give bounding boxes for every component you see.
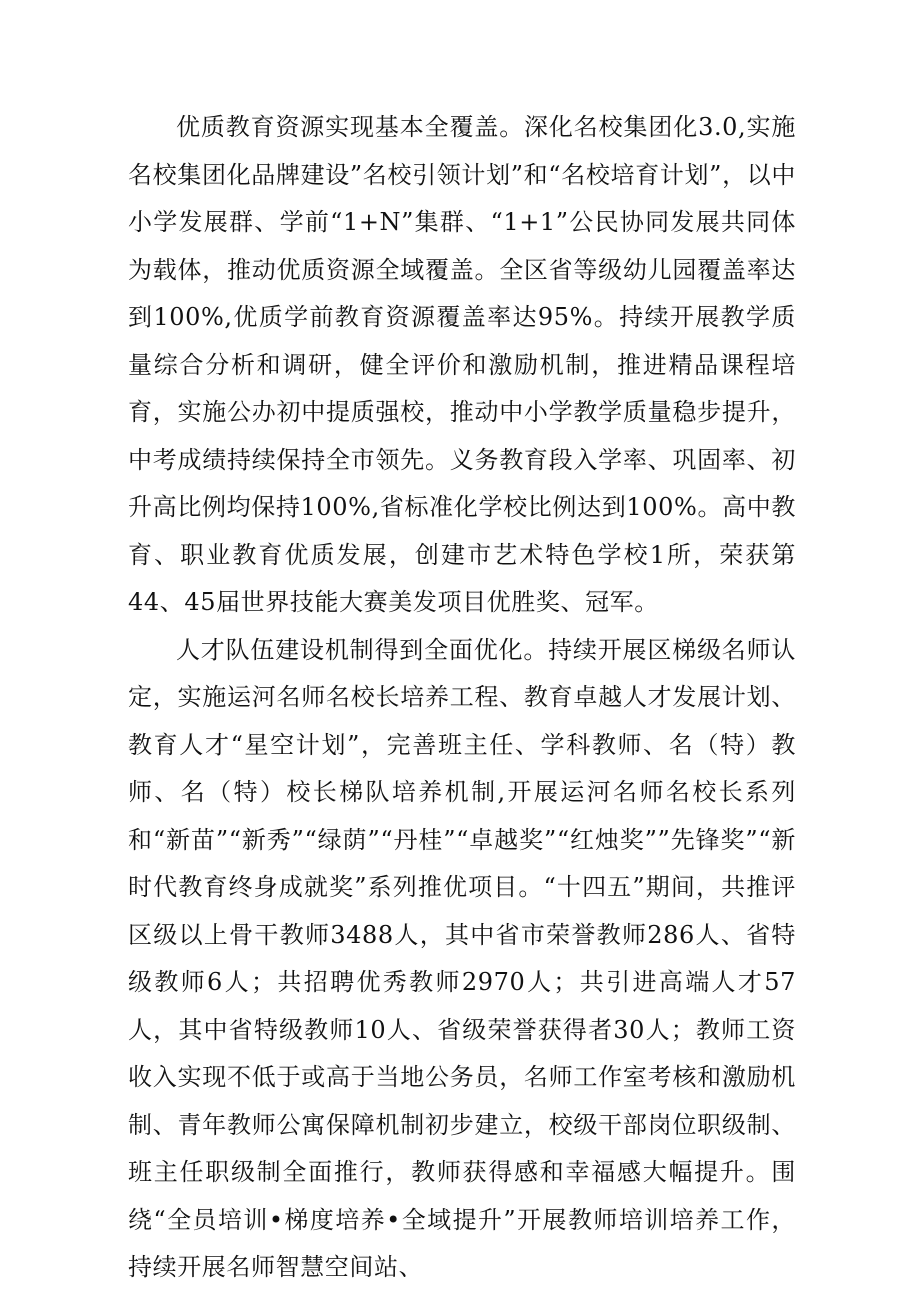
paragraph-talent-team: 人才队伍建设机制得到全面优化。持续开展区梯级名师认定，实施运河名师名校长培养工程、教育卓越人才发展计划、教育人才“星空计划”，完善班主任、学科教师、名（特）教师、名（特）校长梯队培养机制,开展运河名师名校长系列和“新苗”“新秀”“绿荫”“丹桂”“卓越奖”“红烛奖””先锋奖”“新时代教育终身成就奖”系列推优项目。“十四五”期间，共推评区级以上骨干教师3488人，其中省市荣誉教师286人、省特级教师6人；共招聘优秀教师2970人；共引进高端人才57人，其中省特级教师10人、省级荣誉获得者30人；教师工资收入实现不低于或高于当地公务员，名师工作室考核和激励机制、青年教师公寓保障机制初步建立，校级干部岗位职级制、班主任职级制全面推行，教师获得感和幸福感大幅提升。围绕“全员培训•梯度培养•全域提升”开展教师培训培养工作，持续开展名师智慧空间站、 (128, 635, 796, 1281)
paragraph-education-resources: 优质教育资源实现基本全覆盖。深化名校集团化3.0,实施名校集团化品牌建设”名校引领计划”和“名校培育计划”，以中小学发展群、学前“1+N”集群、“1+1”公民协同发展共同体为载体，推动优质资源全域覆盖。全区省等级幼儿园覆盖率达到100%,优质学前教育资源覆盖率达95%。持续开展教学质量综合分析和调研，健全评价和激励机制，推进精品课程培育，实施公办初中提质强校，推动中小学教学质量稳步提升，中考成绩持续保持全市领先。义务教育段入学率、巩固率、初升高比例均保持100%,省标准化学校比例达到100%。高中教育、职业教育优质发展，创建市艺术特色学校1所，荣获第44、45届世界技能大赛美发项目优胜奖、冠军。 (128, 113, 796, 616)
document-body (128, 104, 796, 1292)
